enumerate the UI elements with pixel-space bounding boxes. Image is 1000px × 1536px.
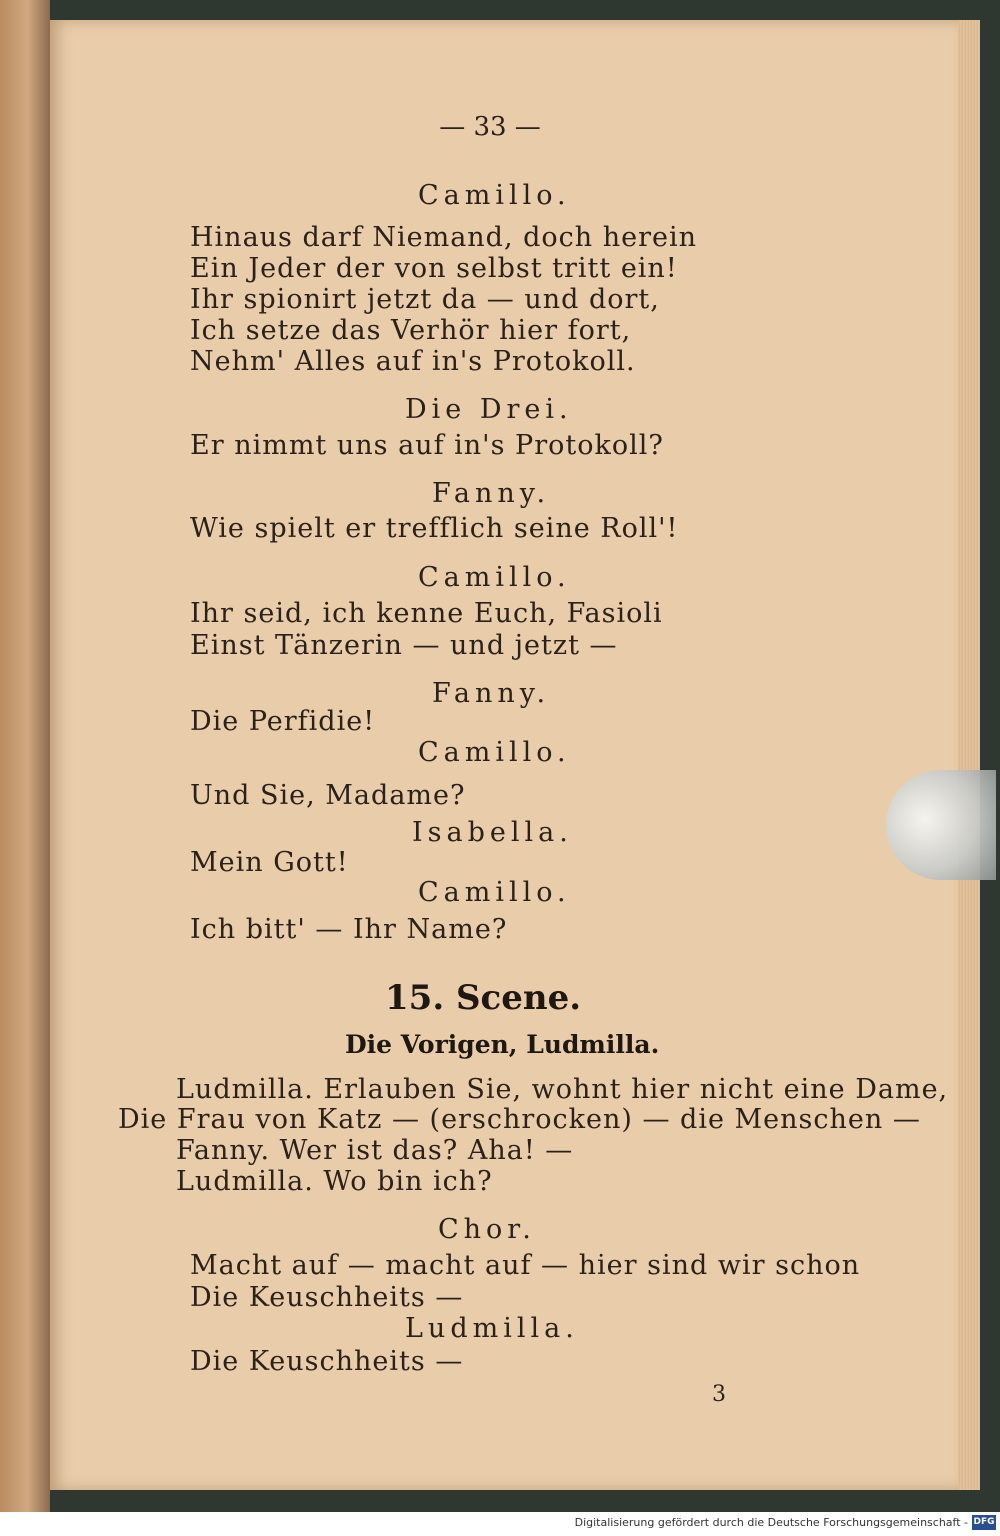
speaker-label: Camillo. <box>418 180 571 211</box>
speaker-label: Fanny. <box>432 678 551 709</box>
speaker-label: Isabella. <box>412 817 573 848</box>
speaker-label: Ludmilla. <box>405 1313 579 1344</box>
verse-line: Die Keuschheits — <box>190 1282 464 1313</box>
verse-line: Mein Gott! <box>190 847 349 878</box>
verse-line: Hinaus darf Niemand, doch herein <box>190 222 698 253</box>
page-number: — 33 — <box>439 112 541 142</box>
verse-line: Und Sie, Madame? <box>190 780 466 811</box>
speaker-label: Fanny. <box>432 478 551 509</box>
dialogue-line: Ludmilla. Erlauben Sie, wohnt hier nicht eine Dame, <box>176 1074 949 1105</box>
verse-line: Macht auf — macht auf — hier sind wir schon <box>190 1250 861 1281</box>
verse-line: Nehm' Alles auf in's Protokoll. <box>190 346 636 377</box>
verse-line: Die Perfidie! <box>190 706 376 737</box>
footer-credit: Digitalisierung gefördert durch die Deutsche Forschungsgemeinschaft - <box>574 1516 968 1529</box>
dialogue-line: Ludmilla. Wo bin ich? <box>176 1166 493 1197</box>
speaker-label: Camillo. <box>418 877 571 908</box>
verse-line: Wie spielt er trefflich seine Roll'! <box>190 513 679 544</box>
verse-line: Die Keuschheits — <box>190 1346 464 1377</box>
scene-persons: Die Vorigen, Ludmilla. <box>345 1030 660 1059</box>
scene-heading: 15. Scene. <box>385 978 582 1018</box>
page-fore-edge <box>958 20 980 1490</box>
dialogue-line: Fanny. Wer ist das? Aha! — <box>176 1135 574 1166</box>
signature-mark: 3 <box>712 1382 726 1407</box>
speaker-label: Camillo. <box>418 562 571 593</box>
verse-line: Ich setze das Verhör hier fort, <box>190 315 632 346</box>
dfg-logo: DFG <box>972 1515 996 1530</box>
speaker-label: Camillo. <box>418 737 571 768</box>
verse-line: Ich bitt' — Ihr Name? <box>190 914 508 945</box>
verse-line: Ein Jeder der von selbst tritt ein! <box>190 253 678 284</box>
verse-line: Ihr spionirt jetzt da — und dort, <box>190 284 660 315</box>
verse-line: Er nimmt uns auf in's Protokoll? <box>190 430 664 461</box>
dialogue-line: Die Frau von Katz — (erschrocken) — die Menschen — <box>118 1104 921 1135</box>
speaker-label: Chor. <box>438 1214 536 1245</box>
left-page-edge <box>0 0 50 1512</box>
speaker-label: Die Drei. <box>405 394 573 425</box>
verse-line: Einst Tänzerin — und jetzt — <box>190 630 618 661</box>
bookmark-clip <box>886 770 996 880</box>
verse-line: Ihr seid, ich kenne Euch, Fasioli <box>190 598 663 629</box>
